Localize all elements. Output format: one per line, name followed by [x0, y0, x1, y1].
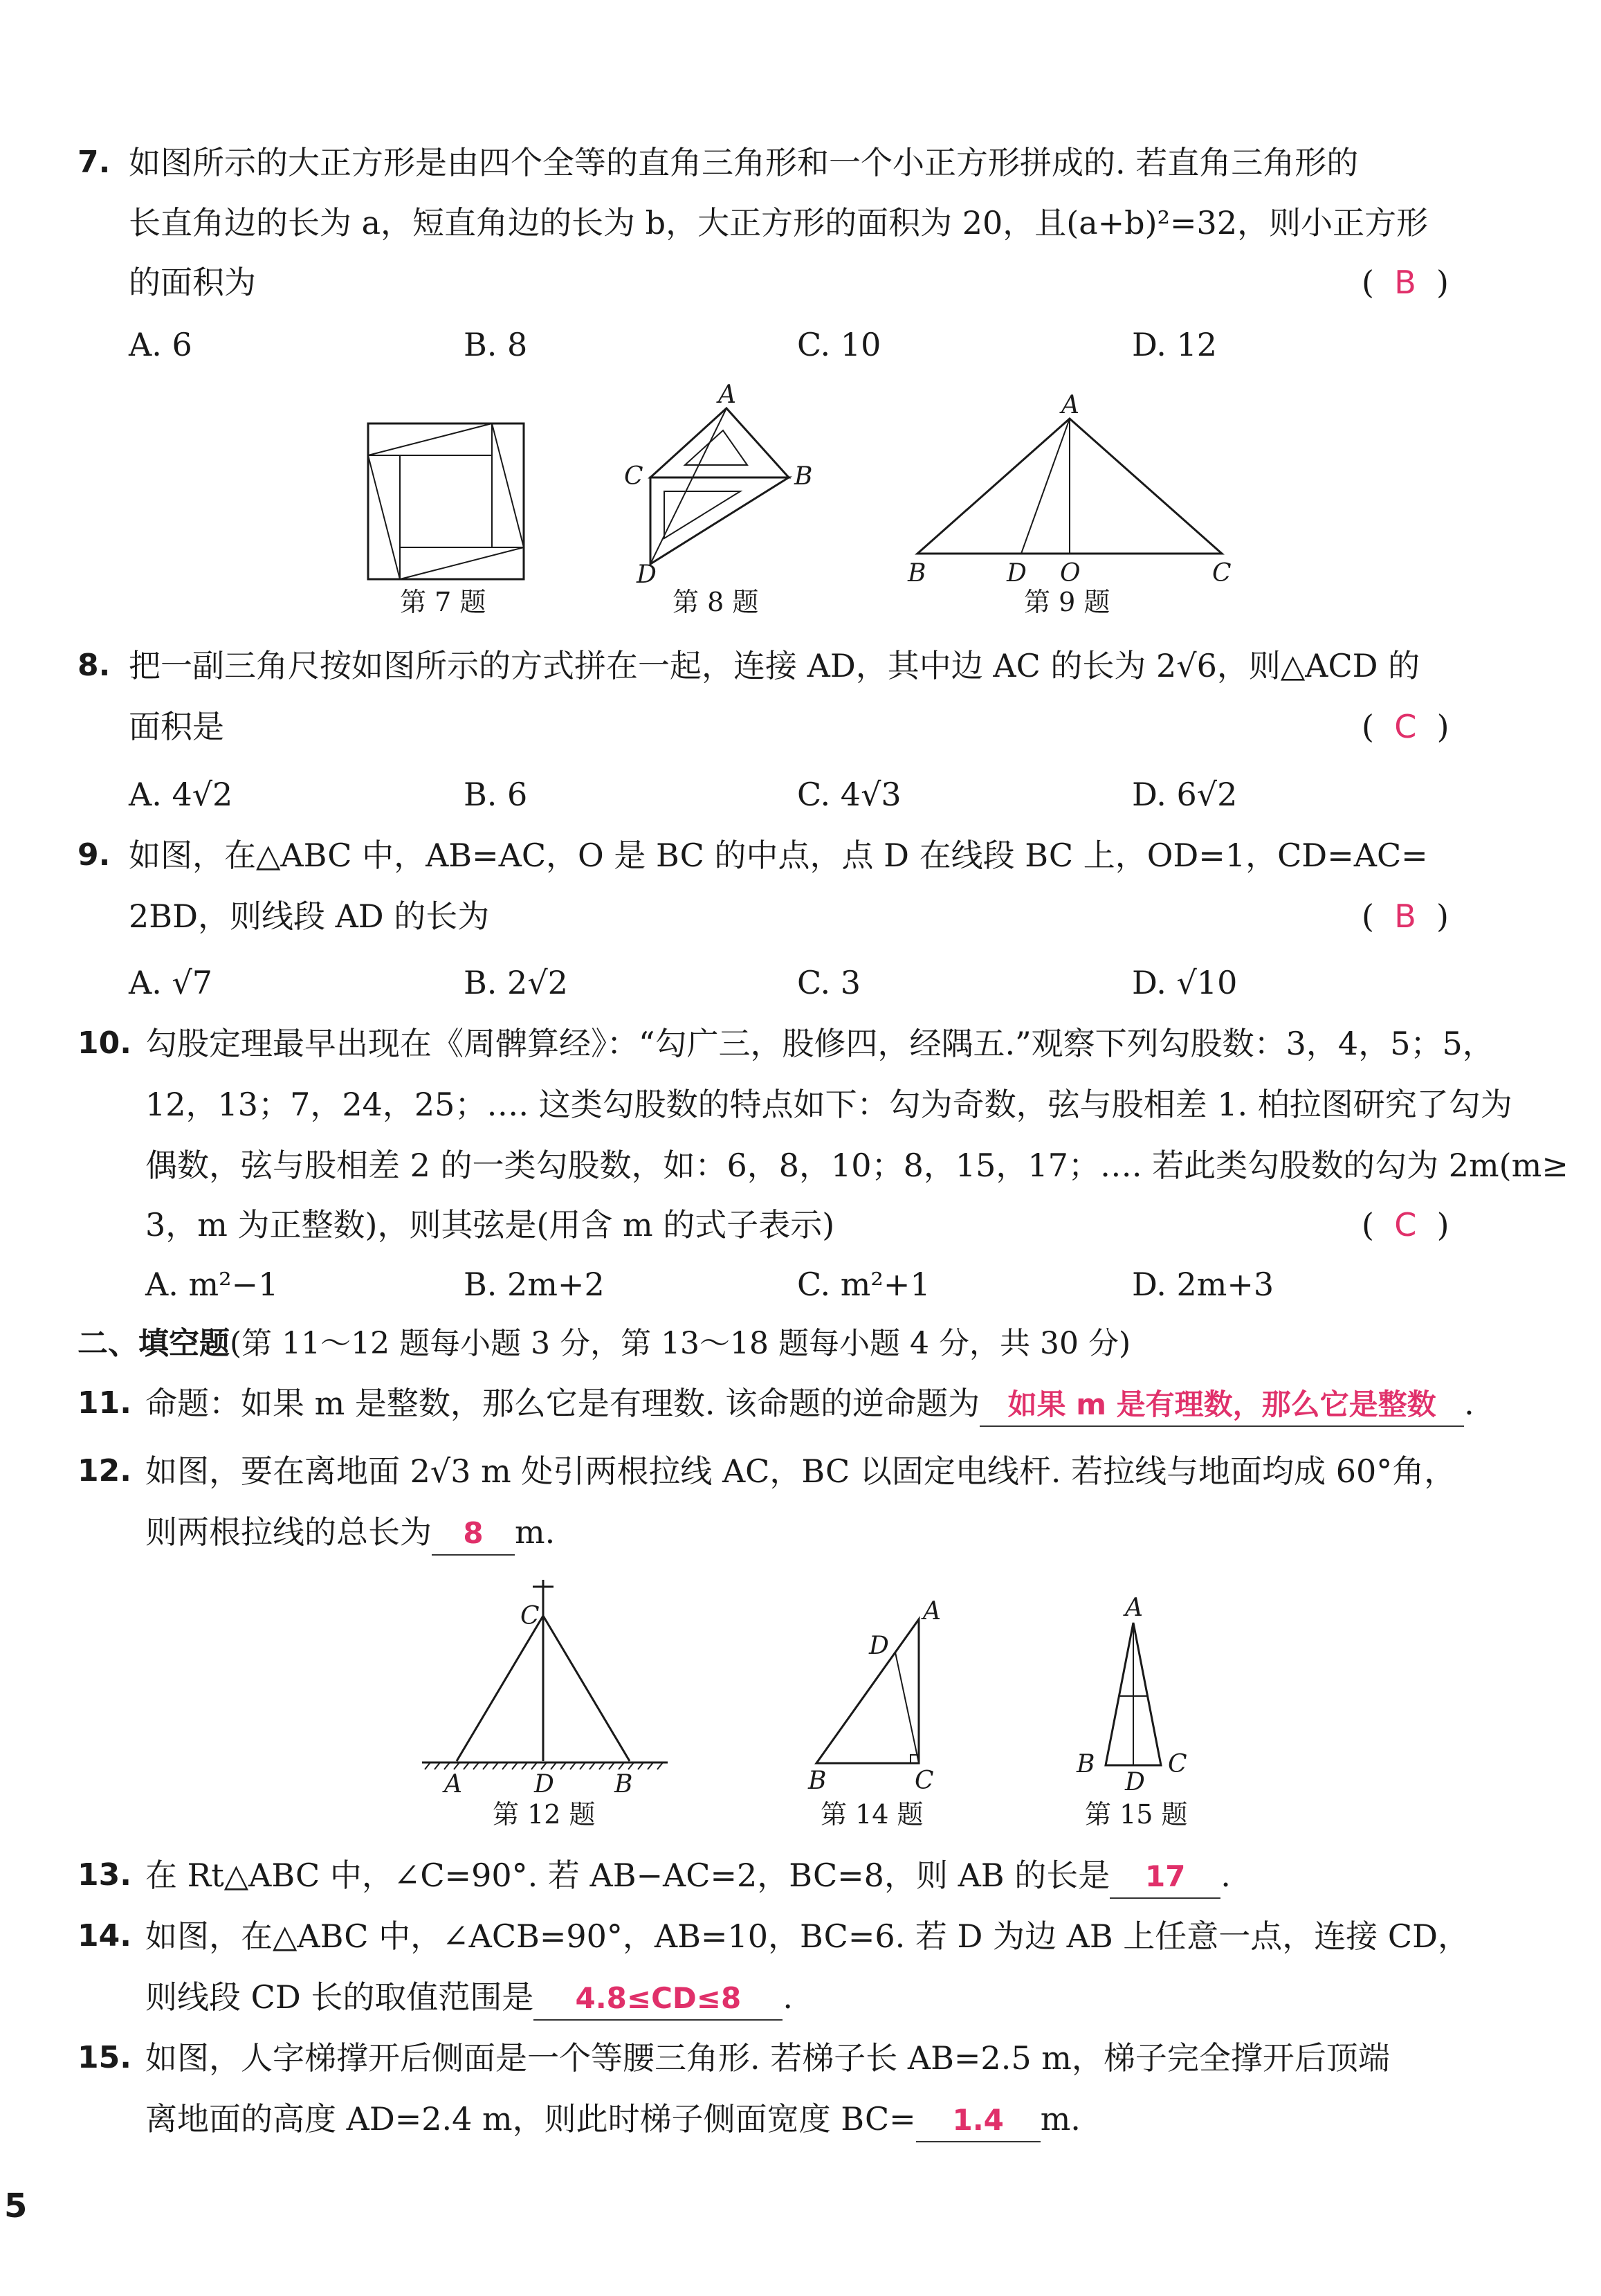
question-text: 3，m 为正整数)，则其弦是(用含 m 的式子表示) — [145, 1206, 835, 1243]
label-c: C — [1168, 1750, 1187, 1778]
question-text: 如图，在△ABC 中，AB=AC，O 是 BC 的中点，点 D 在线段 BC 上，OD=1，CD=AC= — [129, 837, 1428, 874]
page-number: 5 — [4, 2187, 28, 2225]
question-text: 2BD，则线段 AD 的长为 — [129, 898, 490, 935]
section-heading — [77, 1323, 1131, 1365]
label-b: B — [794, 462, 813, 491]
figure-7 — [360, 415, 540, 595]
question-text — [145, 1976, 793, 2021]
question-stem: 命题：如果 m 是整数，那么它是有理数. 该命题的逆命题为 — [145, 1385, 980, 1422]
option-a: A. 6 — [129, 326, 192, 363]
answer-bracket: ( B ) — [1362, 264, 1449, 301]
question-text: 如图所示的大正方形是由四个全等的直角三角形和一个小正方形拼成的. 若直角三角形的 — [129, 144, 1359, 181]
option-c: C. 3 — [797, 964, 861, 1001]
label-b: B — [614, 1770, 633, 1798]
question-number: 15. — [77, 2040, 131, 2075]
label-d: D — [869, 1632, 889, 1660]
question-text: 如图，在△ABC 中，∠ACB=90°，AB=10，BC=6. 若 D 为边 AB 上任意一点，连接 CD， — [145, 1917, 1470, 1955]
label-a: A — [444, 1770, 462, 1798]
label-o: O — [1060, 559, 1081, 587]
question-end: m. — [1040, 2100, 1081, 2138]
figure-caption: 第 7 题 — [400, 587, 486, 617]
option-a: A. √7 — [129, 964, 213, 1001]
label-d: D — [637, 561, 657, 588]
option-b: B. 2√2 — [464, 964, 568, 1001]
question-stem: 在 Rt△ABC 中，∠C=90°. 若 AB−AC=2，BC=8，则 AB 的长是 — [145, 1857, 1110, 1894]
answer-bracket: ( B ) — [1362, 898, 1449, 935]
option-c: C. m²+1 — [797, 1266, 931, 1303]
question-text: 如图，要在离地面 2√3 m 处引两根拉线 AC，BC 以固定电线杆. 若拉线与地面均成 60°角， — [145, 1452, 1456, 1490]
question-text: 勾股定理最早出现在《周髀算经》：“勾广三，股修四，经隅五.”观察下列勾股数：3，4，5；5， — [145, 1025, 1494, 1062]
choice-answer: B — [1394, 898, 1416, 935]
question-number: 13. — [77, 1857, 131, 1893]
section-note: (第 11～12 题每小题 3 分，第 13～18 题每小题 4 分，共 30 分) — [230, 1326, 1131, 1361]
question-end: m. — [515, 1513, 556, 1551]
figure-8 — [609, 381, 837, 588]
question-end: . — [1464, 1385, 1474, 1422]
question-end: . — [1220, 1857, 1231, 1894]
option-a: A. m²−1 — [145, 1266, 279, 1303]
figure-9 — [893, 391, 1252, 592]
label-d: D — [1007, 559, 1027, 587]
question-text: 12，13；7，24，25；…. 这类勾股数的特点如下：勾为奇数，弦与股相差 1. 柏拉图研究了勾为 — [145, 1086, 1512, 1123]
question-text — [145, 1511, 555, 1556]
label-c: C — [520, 1602, 540, 1630]
answer-bracket: ( C ) — [1362, 1206, 1449, 1243]
option-a: A. 4√2 — [129, 776, 233, 813]
label-a: A — [1125, 1595, 1143, 1622]
fill-answer: 8 — [432, 1513, 515, 1556]
question-text: 的面积为 — [129, 264, 256, 301]
figure-12 — [408, 1567, 678, 1803]
label-b: B — [808, 1767, 827, 1795]
label-a: A — [718, 381, 736, 409]
question-text: 如图，人字梯撑开后侧面是一个等腰三角形. 若梯子长 AB=2.5 m，梯子完全撑开后顶端 — [145, 2039, 1390, 2077]
label-d: D — [534, 1770, 554, 1798]
question-text: 面积是 — [129, 708, 224, 745]
figure-caption: 第 14 题 — [821, 1799, 924, 1830]
question-text: 偶数，弦与股相差 2 的一类勾股数，如：6，8，10；8，15，17；…. 若此类勾股数的勾为 2m(m≥ — [145, 1147, 1568, 1184]
question-text — [145, 2098, 1081, 2142]
option-b: B. 2m+2 — [464, 1266, 605, 1303]
label-a: A — [1061, 391, 1079, 419]
figure-15 — [1059, 1595, 1211, 1803]
choice-answer: C — [1394, 1206, 1417, 1243]
choice-answer: B — [1394, 264, 1416, 301]
figure-caption: 第 12 题 — [493, 1799, 596, 1830]
label-d: D — [1125, 1768, 1145, 1796]
option-d: D. 12 — [1132, 326, 1218, 363]
question-number: 12. — [77, 1453, 131, 1488]
question-text — [145, 1383, 1474, 1427]
label-c: C — [1212, 559, 1232, 587]
question-stem: 则两根拉线的总长为 — [145, 1513, 432, 1551]
question-number: 11. — [77, 1385, 131, 1421]
choice-answer: C — [1394, 708, 1417, 745]
option-b: B. 8 — [464, 326, 528, 363]
option-c: C. 4√3 — [797, 776, 902, 813]
question-text: 长直角边的长为 a，短直角边的长为 b，大正方形的面积为 20，且(a+b)²=32，则小正方形 — [129, 204, 1429, 242]
option-d: D. 6√2 — [1132, 776, 1238, 813]
figure-caption: 第 15 题 — [1085, 1799, 1188, 1830]
option-b: B. 6 — [464, 776, 528, 813]
option-d: D. 2m+3 — [1132, 1266, 1274, 1303]
label-b: B — [1077, 1750, 1095, 1778]
label-c: C — [915, 1767, 934, 1795]
question-number: 8. — [77, 648, 111, 683]
figure-14 — [796, 1592, 976, 1799]
question-text: 把一副三角尺按如图所示的方式拼在一起，连接 AD，其中边 AC 的长为 2√6，则△ACD 的 — [129, 647, 1420, 684]
fill-answer: 如果 m 是有理数，那么它是整数 — [980, 1384, 1464, 1427]
label-c: C — [624, 462, 643, 491]
question-number: 14. — [77, 1918, 131, 1953]
fill-answer: 4.8≤CD≤8 — [533, 1978, 783, 2021]
answer-bracket: ( C ) — [1362, 708, 1449, 745]
fill-answer: 1.4 — [916, 2099, 1041, 2142]
section-title: 二、填空题 — [77, 1326, 230, 1361]
question-number: 10. — [77, 1026, 131, 1061]
question-end: . — [783, 1978, 793, 2016]
question-stem: 离地面的高度 AD=2.4 m，则此时梯子侧面宽度 BC= — [145, 2100, 916, 2138]
figure-caption: 第 8 题 — [673, 587, 759, 617]
fill-answer: 17 — [1110, 1856, 1220, 1899]
option-d: D. √10 — [1132, 964, 1238, 1001]
question-number: 9. — [77, 837, 111, 873]
question-text — [145, 1855, 1231, 1899]
figure-caption: 第 9 题 — [1024, 587, 1110, 617]
question-stem: 则线段 CD 长的取值范围是 — [145, 1978, 534, 2016]
label-a: A — [923, 1597, 941, 1625]
question-number: 7. — [77, 145, 111, 180]
label-b: B — [908, 559, 926, 587]
option-c: C. 10 — [797, 326, 881, 363]
